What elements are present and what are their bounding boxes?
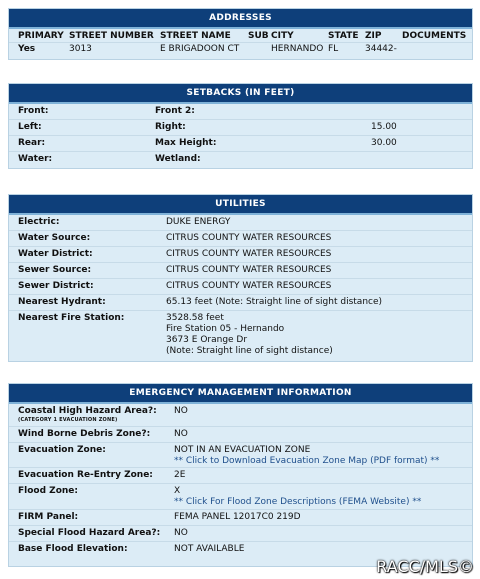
wind-value: NO bbox=[174, 429, 188, 439]
utility-row-fire-station bbox=[9, 311, 472, 363]
address-street-name: E BRIGADOON CT bbox=[160, 44, 240, 54]
em-row-base bbox=[9, 542, 472, 558]
wind-label: Wind Borne Debris Zone?: bbox=[18, 429, 151, 439]
water-district-value: CITRUS COUNTY WATER RESOURCES bbox=[166, 249, 332, 259]
utilities-panel bbox=[8, 194, 473, 362]
fire-station-label: Nearest Fire Station: bbox=[18, 313, 125, 323]
evacuation-label: Evacuation Zone: bbox=[18, 445, 106, 455]
base-flood-label: Base Flood Elevation: bbox=[18, 544, 128, 554]
max-height-value: 30.00 bbox=[371, 138, 397, 148]
setback-row-front bbox=[9, 104, 472, 120]
em-row-firm bbox=[9, 510, 472, 526]
em-row-coastal bbox=[9, 404, 472, 427]
evacuation-value: NOT IN AN EVACUATION ZONE bbox=[174, 445, 311, 455]
addresses-header-row bbox=[9, 29, 472, 43]
em-row-flood bbox=[9, 484, 472, 510]
setbacks-panel bbox=[8, 83, 473, 169]
header-zip: ZIP bbox=[365, 31, 382, 41]
flood-label: Flood Zone: bbox=[18, 486, 78, 496]
sewer-source-value: CITRUS COUNTY WATER RESOURCES bbox=[166, 265, 332, 275]
address-state: FL bbox=[328, 44, 339, 54]
header-primary: PRIMARY bbox=[18, 31, 64, 41]
right-label: Right: bbox=[155, 122, 186, 132]
right-value: 15.00 bbox=[371, 122, 397, 132]
evacuation-map-link[interactable]: ** Click to Download Evacuation Zone Map (PDF format) ** bbox=[174, 456, 440, 466]
water-label: Water: bbox=[18, 154, 53, 164]
water-source-label: Water Source: bbox=[18, 233, 91, 243]
electric-label: Electric: bbox=[18, 217, 60, 227]
utility-row-sewer-district bbox=[9, 279, 472, 295]
water-source-value: CITRUS COUNTY WATER RESOURCES bbox=[166, 233, 332, 243]
address-city: HERNANDO bbox=[271, 44, 324, 54]
addresses-panel bbox=[8, 8, 473, 60]
emergency-panel bbox=[8, 383, 473, 567]
address-row bbox=[9, 43, 472, 57]
left-label: Left: bbox=[18, 122, 42, 132]
setback-row-water bbox=[9, 152, 472, 168]
utility-row-water-district bbox=[9, 247, 472, 263]
reentry-label: Evacuation Re-Entry Zone: bbox=[18, 470, 153, 480]
front2-label: Front 2: bbox=[155, 106, 195, 116]
address-street-number: 3013 bbox=[69, 44, 92, 54]
rear-label: Rear: bbox=[18, 138, 46, 148]
header-state: STATE bbox=[328, 31, 359, 41]
front-label: Front: bbox=[18, 106, 49, 116]
em-row-special bbox=[9, 526, 472, 542]
special-flood-value: NO bbox=[174, 528, 188, 538]
em-row-reentry bbox=[9, 468, 472, 484]
utility-row-hydrant bbox=[9, 295, 472, 311]
header-sub: SUB bbox=[248, 31, 269, 41]
utility-row-water-source bbox=[9, 231, 472, 247]
flood-zone-link[interactable]: ** Click For Flood Zone Descriptions (FEMA Website) ** bbox=[174, 497, 422, 507]
utility-row-electric bbox=[9, 215, 472, 231]
address-primary: Yes bbox=[18, 44, 36, 54]
em-row-wind bbox=[9, 427, 472, 443]
sewer-district-label: Sewer District: bbox=[18, 281, 94, 291]
water-district-label: Water District: bbox=[18, 249, 93, 259]
coastal-sublabel: (CATEGORY 1 EVACUATION ZONE) bbox=[18, 417, 118, 423]
sewer-source-label: Sewer Source: bbox=[18, 265, 92, 275]
hydrant-label: Nearest Hydrant: bbox=[18, 297, 106, 307]
hydrant-value: 65.13 feet (Note: Straight line of sight distance) bbox=[166, 297, 383, 307]
max-height-label: Max Height: bbox=[155, 138, 217, 148]
addresses-title: ADDRESSES bbox=[9, 9, 472, 29]
fire-station-value: 3528.58 feet Fire Station 05 - Hernando 3673 E Orange Dr (Note: Straight line of sight distance) bbox=[166, 313, 333, 356]
utilities-title: UTILITIES bbox=[9, 195, 472, 215]
coastal-value: NO bbox=[174, 406, 188, 416]
sewer-district-value: CITRUS COUNTY WATER RESOURCES bbox=[166, 281, 332, 291]
header-documents: DOCUMENTS bbox=[402, 31, 467, 41]
setback-row-rear bbox=[9, 136, 472, 152]
firm-label: FIRM Panel: bbox=[18, 512, 79, 522]
header-street-name: STREET NAME bbox=[160, 31, 231, 41]
wetland-label: Wetland: bbox=[155, 154, 201, 164]
em-row-evacuation bbox=[9, 443, 472, 468]
setback-row-sides bbox=[9, 120, 472, 136]
setbacks-title: SETBACKS (IN FEET) bbox=[9, 84, 472, 104]
coastal-label: Coastal High Hazard Area?: bbox=[18, 406, 157, 416]
firm-value: FEMA PANEL 12017C0 219D bbox=[174, 512, 301, 522]
mls-watermark: RACC/MLS© bbox=[376, 557, 474, 576]
utility-row-sewer-source bbox=[9, 263, 472, 279]
base-flood-value: NOT AVAILABLE bbox=[174, 544, 245, 554]
special-flood-label: Special Flood Hazard Area?: bbox=[18, 528, 161, 538]
reentry-value: 2E bbox=[174, 470, 186, 480]
header-city: CITY bbox=[271, 31, 294, 41]
electric-value: DUKE ENERGY bbox=[166, 217, 231, 227]
address-zip: 34442- bbox=[365, 44, 397, 54]
header-street-number: STREET NUMBER bbox=[69, 31, 154, 41]
flood-value: X bbox=[174, 486, 181, 496]
emergency-title: EMERGENCY MANAGEMENT INFORMATION bbox=[9, 384, 472, 404]
